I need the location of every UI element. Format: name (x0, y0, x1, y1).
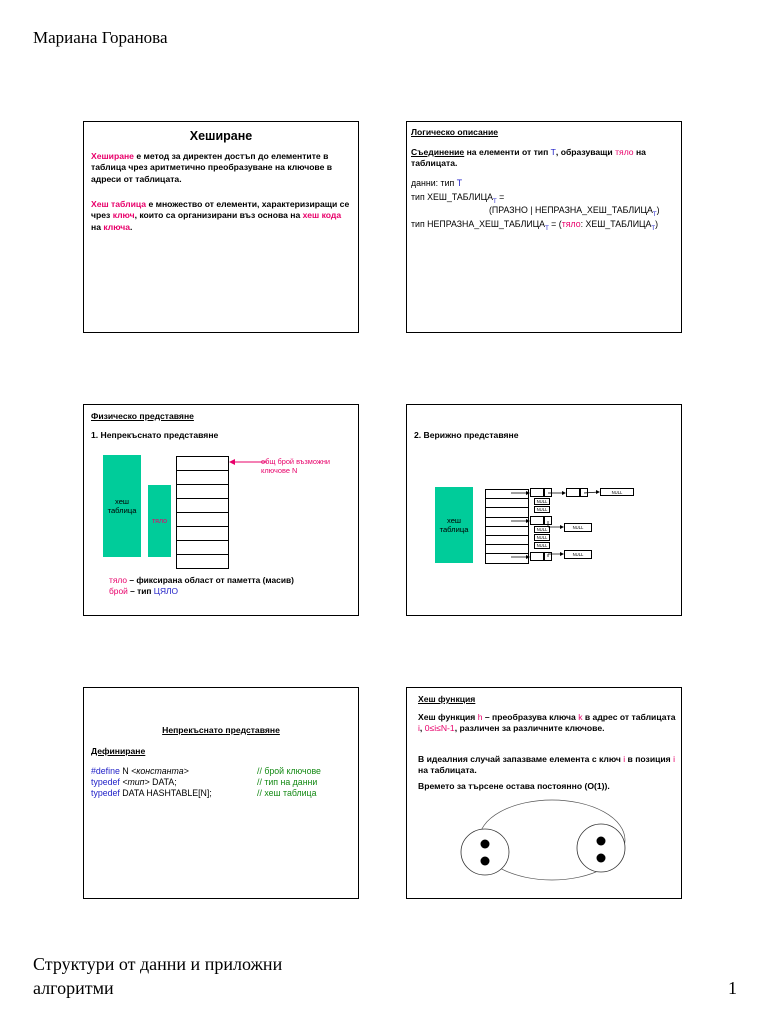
slide-title: Непрекъснато представяне (162, 725, 280, 735)
type-definition: тип $ХЕШ\_ТАБЛИЦА_T$ = (411, 192, 505, 205)
slide-logical-description (406, 121, 682, 333)
slide-title: 2. Верижно представяне (414, 430, 519, 440)
slide-chained-representation (406, 404, 682, 616)
count-definition: брой – тип ЦЯЛО (109, 586, 179, 596)
page-number: 1 (728, 978, 737, 998)
slide-title: Хеширане (189, 129, 253, 143)
slide-title: Логическо описание (411, 127, 499, 137)
null-node: NULL (534, 542, 550, 549)
body-definition: тяло – фиксирана област от паметта (масив) (109, 575, 294, 585)
null-node: NULL (534, 534, 550, 541)
null-node: NULL (534, 526, 550, 533)
table-body-block: тяло (148, 485, 171, 557)
null-node: NULL (534, 498, 550, 505)
slide-title: Физическо представяне (91, 411, 194, 421)
slide-paragraph: Съединение на елементи от тип T, образуващи тяло на таблицата. (411, 147, 646, 169)
slide-paragraph: Хеш таблица е множество от елементи, характеризиращи се чрез ключ, които са организирани въз основа на хеш кода на ключа. (91, 199, 350, 232)
null-node: NULL (534, 506, 550, 513)
null-node: NULL (600, 488, 634, 496)
code-comment: // тип на данни (257, 777, 318, 787)
author-name: Мариана Горанова (33, 28, 168, 47)
slide-subtitle: 1. Непрекъснато представяне (91, 430, 219, 440)
slide-title: Хеш функция (418, 694, 476, 704)
code-line: typedef <тип> DATA; (91, 777, 177, 787)
slide-paragraph: В идеалния случай запазваме елемента с ключ i в позиция i на таблицата. (418, 754, 676, 776)
code-comment: // хеш таблица (257, 788, 317, 798)
slide-hash-function (406, 687, 682, 899)
slide-paragraph: Хеш функция h – преобразува ключа k в адрес от таблицата i, 0≤i≤N-1, различен за различните ключове. (418, 712, 676, 734)
slide-contiguous-definition (83, 687, 359, 899)
data-type-line: данни: тип T (411, 178, 463, 188)
slide-paragraph: Хеширане е метод за директен достъп до елементите в таблица чрез аритметично преобразуване на ключове в адреси от таблицата. (91, 151, 333, 184)
hash-table-block: хеш таблица (435, 487, 473, 563)
array-cells (176, 456, 229, 569)
type-definition: (ПРАЗНО | $НЕПРАЗНА\_ХЕШ\_ТАБЛИЦА_T$) (489, 205, 660, 218)
code-comment: // брой ключове (257, 766, 321, 776)
slide-paragraph: Времето за търсене остава постоянно (O(1)). (418, 781, 610, 791)
slide-hashing (83, 121, 359, 333)
slide-physical-representation (83, 404, 359, 616)
mapping-diagram (407, 688, 683, 900)
hash-table-block: хеш таблица (103, 455, 141, 557)
code-line: #define N <константа> (91, 766, 189, 776)
chain-arrows (407, 405, 683, 617)
null-node: NULL (564, 550, 592, 559)
slide-subtitle: Дефиниране (91, 746, 146, 756)
keys-count-note: общ брой възможни ключове N (261, 457, 331, 475)
course-title: Структури от данни и приложни алгоритми (33, 954, 283, 998)
code-line: typedef DATA HASHTABLE[N]; (91, 788, 212, 798)
type-definition: тип $НЕПРАЗНА\_ХЕШ\_ТАБЛИЦА_T$ = (тяло: $ХЕШ\_ТАБЛИЦА_T$) (411, 219, 659, 232)
null-node: NULL (564, 523, 592, 532)
